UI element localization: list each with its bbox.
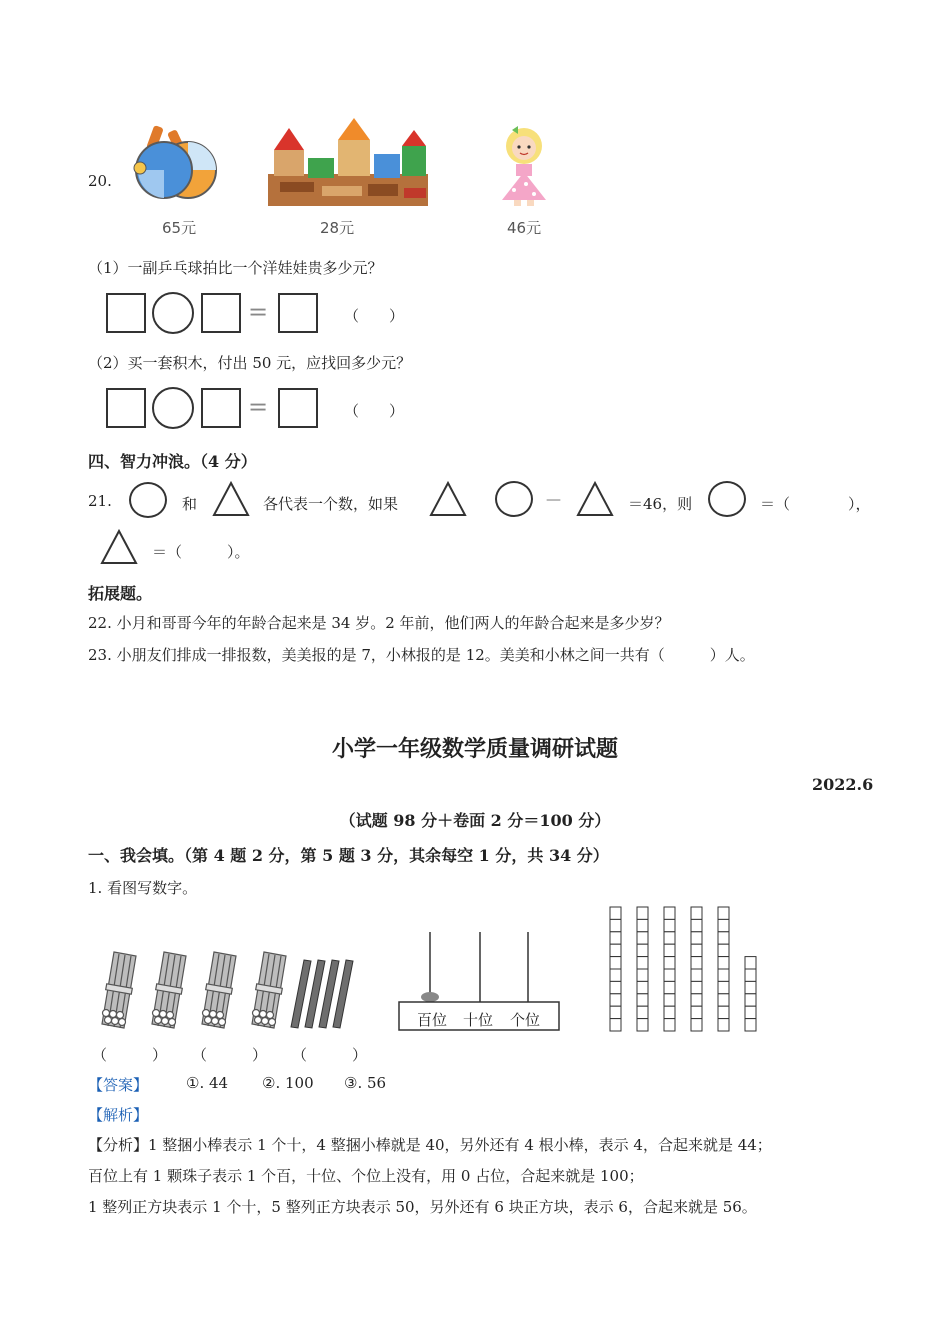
block-cell bbox=[610, 994, 621, 1006]
abacus-label-tens: 十位 bbox=[463, 1011, 494, 1029]
analysis-line-1: 【分析】1 整捆小棒表示 1 个十，4 整捆小棒就是 40，另外还有 4 根小棒，表示 4，合起来就是 44； bbox=[88, 1136, 772, 1154]
circle-symbol-3 bbox=[708, 481, 746, 517]
q21-minus-sign: — bbox=[546, 490, 561, 508]
block-cell bbox=[637, 907, 648, 919]
block-cell bbox=[691, 981, 702, 993]
block-cell bbox=[691, 1006, 702, 1018]
block-cell bbox=[718, 932, 729, 944]
block-cell bbox=[718, 994, 729, 1006]
q1-blank-1[interactable]: （ ） bbox=[92, 1046, 168, 1064]
doll-image bbox=[496, 124, 552, 208]
block-cell bbox=[610, 907, 621, 919]
block-cell bbox=[664, 919, 675, 931]
q1-blank-3[interactable]: （ ） bbox=[292, 1046, 368, 1064]
block-cell bbox=[691, 994, 702, 1006]
sub1-result-box[interactable] bbox=[278, 293, 318, 333]
analysis-line-3: 1 整列正方块表示 1 个十，5 整列正方块表示 50，另外还有 6 块正方块，表示 6，合起来就是 56。 bbox=[88, 1198, 757, 1216]
block-cell bbox=[664, 907, 675, 919]
block-cell bbox=[718, 907, 729, 919]
block-cell bbox=[691, 932, 702, 944]
triangle-symbol-1 bbox=[212, 481, 250, 517]
block-cell bbox=[745, 981, 756, 993]
block-cell bbox=[718, 969, 729, 981]
block-cell bbox=[610, 919, 621, 931]
block-cell bbox=[691, 919, 702, 931]
q1-prompt: 1. 看图写数字。 bbox=[88, 879, 198, 897]
price-blocks: 28元 bbox=[320, 219, 355, 237]
stick-bundles-image bbox=[96, 950, 366, 1035]
answer-2: ②. 100 bbox=[262, 1074, 314, 1092]
block-cell bbox=[637, 944, 648, 956]
block-cell bbox=[637, 919, 648, 931]
q21-equals-46: ＝46，则 bbox=[628, 495, 693, 513]
block-cell bbox=[718, 944, 729, 956]
price-paddles: 65元 bbox=[162, 219, 197, 237]
block-cell bbox=[664, 957, 675, 969]
sub2-operator-circle[interactable] bbox=[152, 387, 194, 429]
block-cell bbox=[664, 1019, 675, 1031]
block-cell bbox=[610, 969, 621, 981]
q20-number: 20. bbox=[88, 172, 112, 190]
block-cell bbox=[691, 944, 702, 956]
answer-3: ③. 56 bbox=[344, 1074, 387, 1092]
exam-score-note: （试题 98 分＋卷面 2 分＝100 分） bbox=[339, 811, 611, 830]
block-cell bbox=[691, 1019, 702, 1031]
block-cell bbox=[610, 981, 621, 993]
block-cell bbox=[718, 919, 729, 931]
q23-text: 23. 小朋友们排成一排报数，美美报的是 7，小林报的是 12。美美和小林之间一共有（ ）人。 bbox=[88, 646, 755, 664]
block-cell bbox=[718, 957, 729, 969]
q20-sub2-question: （2）买一套积木，付出 50 元，应找回多少元？ bbox=[88, 354, 412, 372]
block-cell bbox=[664, 969, 675, 981]
building-blocks-image bbox=[268, 114, 430, 209]
triangle-symbol-2 bbox=[429, 481, 467, 517]
block-cell bbox=[691, 907, 702, 919]
abacus-label-ones: 个位 bbox=[510, 1011, 541, 1029]
block-cell bbox=[745, 1019, 756, 1031]
answer-1: ①. 44 bbox=[186, 1074, 229, 1092]
extension-title: 拓展题。 bbox=[88, 584, 153, 603]
block-cell bbox=[691, 969, 702, 981]
answer-label: 【答案】 bbox=[88, 1076, 149, 1094]
block-cell bbox=[718, 1019, 729, 1031]
q20-sub1-question: （1）一副乒乓球拍比一个洋娃娃贵多少元？ bbox=[88, 259, 383, 277]
analysis-label: 【解析】 bbox=[88, 1106, 149, 1124]
block-cell bbox=[718, 981, 729, 993]
block-cell bbox=[664, 994, 675, 1006]
analysis-line-2: 百位上有 1 颗珠子表示 1 个百，十位、个位上没有，用 0 占位，合起来就是 100； bbox=[88, 1167, 644, 1185]
circle-symbol-1 bbox=[129, 482, 167, 518]
q22-text: 22. 小月和哥哥今年的年龄合起来是 34 岁。2 年前，他们两人的年龄合起来是多少岁？ bbox=[88, 614, 670, 632]
block-cell bbox=[637, 981, 648, 993]
block-cell bbox=[637, 994, 648, 1006]
sub1-operator-circle[interactable] bbox=[152, 292, 194, 334]
sub2-equals-sign: = bbox=[248, 393, 269, 421]
q21-number: 21. bbox=[88, 492, 112, 510]
block-cell bbox=[745, 1006, 756, 1018]
abacus-label-hundreds: 百位 bbox=[417, 1011, 448, 1029]
section1-title: 一、我会填。（第 4 题 2 分，第 5 题 3 分，其余每空 1 分，共 34 分） bbox=[88, 846, 609, 865]
block-cell bbox=[610, 932, 621, 944]
q21-circle-answer-close: ）， bbox=[848, 495, 871, 513]
sub2-blank-box-1[interactable] bbox=[106, 388, 146, 428]
sub1-blank-box-2[interactable] bbox=[201, 293, 241, 333]
block-cell bbox=[664, 944, 675, 956]
block-cell bbox=[610, 1006, 621, 1018]
block-cell bbox=[610, 957, 621, 969]
sub2-blank-box-2[interactable] bbox=[201, 388, 241, 428]
q1-blank-2[interactable]: （ ） bbox=[192, 1046, 268, 1064]
block-cell bbox=[745, 994, 756, 1006]
triangle-symbol-4 bbox=[100, 529, 138, 565]
sub1-blank-box-1[interactable] bbox=[106, 293, 146, 333]
sub1-equals-sign: = bbox=[248, 298, 269, 326]
block-columns-image bbox=[608, 905, 764, 1033]
block-cell bbox=[637, 1019, 648, 1031]
block-cell bbox=[637, 1006, 648, 1018]
block-cell bbox=[637, 969, 648, 981]
block-cell bbox=[745, 957, 756, 969]
q21-circle-answer-open[interactable]: ＝（ bbox=[760, 495, 791, 513]
block-cell bbox=[664, 981, 675, 993]
sub1-unit-blank[interactable]: （ ） bbox=[344, 307, 405, 325]
q21-triangle-answer[interactable]: ＝（ ）。 bbox=[152, 543, 250, 561]
price-doll: 46元 bbox=[507, 219, 542, 237]
exam-date: 2022.6 bbox=[812, 775, 874, 794]
block-cell bbox=[637, 932, 648, 944]
block-cell bbox=[664, 932, 675, 944]
triangle-symbol-3 bbox=[576, 481, 614, 517]
block-cell bbox=[745, 969, 756, 981]
block-cell bbox=[691, 957, 702, 969]
block-cell bbox=[637, 957, 648, 969]
circle-symbol-2 bbox=[495, 481, 533, 517]
ping-pong-paddles-image bbox=[128, 126, 218, 206]
sub2-result-box[interactable] bbox=[278, 388, 318, 428]
section4-title: 四、智力冲浪。（4 分） bbox=[88, 452, 257, 471]
block-cell bbox=[610, 944, 621, 956]
exam-title: 小学一年级数学质量调研试题 bbox=[331, 736, 618, 762]
block-cell bbox=[664, 1006, 675, 1018]
sub2-unit-blank[interactable]: （ ） bbox=[344, 402, 405, 420]
block-cell bbox=[610, 1019, 621, 1031]
block-cell bbox=[718, 1006, 729, 1018]
q21-represents: 各代表一个数，如果 bbox=[263, 495, 399, 513]
q21-and: 和 bbox=[182, 495, 198, 513]
